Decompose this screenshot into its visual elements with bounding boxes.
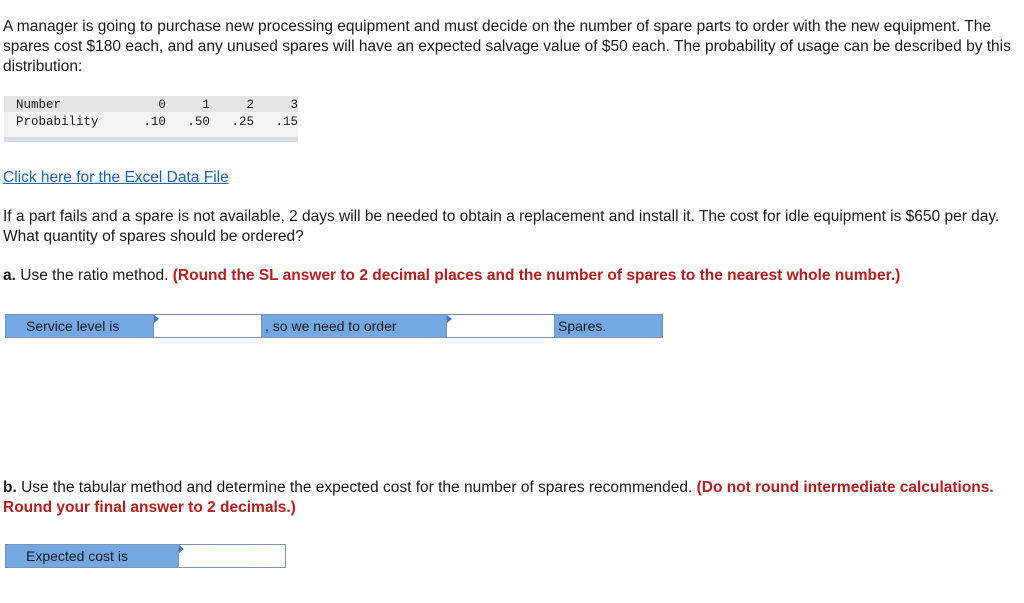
part-b-instruction: (Do not round intermediate calculations. Round your final answer to 2 decimals.) xyxy=(3,479,994,516)
part-a-question xyxy=(3,266,1015,286)
probability-cell: .25 xyxy=(231,115,254,129)
expected-cost-cell[interactable] xyxy=(178,545,285,567)
service-level-input[interactable] xyxy=(154,315,261,337)
number-cell: 0 xyxy=(158,98,166,112)
part-a-text: Use the ratio method. xyxy=(15,267,173,284)
part-a-answer-row xyxy=(5,314,663,338)
distribution-grid xyxy=(16,97,298,131)
spares-count-cell[interactable] xyxy=(446,315,555,337)
part-a-prefix: a. xyxy=(3,267,16,284)
distribution-table xyxy=(4,96,298,142)
order-label: , so we need to order xyxy=(262,315,446,337)
part-b-prefix: b. xyxy=(3,479,17,496)
number-cell: 3 xyxy=(290,98,298,112)
spares-count-input[interactable] xyxy=(447,315,554,337)
input-marker-icon xyxy=(154,315,159,323)
table-row-probability xyxy=(16,114,298,131)
input-marker-icon xyxy=(447,315,452,323)
number-cell: 2 xyxy=(246,98,254,112)
expected-cost-label: Expected cost is xyxy=(6,545,178,567)
spares-label: Spares. xyxy=(555,315,662,337)
part-b-question xyxy=(3,478,1015,518)
problem-details: If a part fails and a spare is not available, 2 days will be needed to obtain a replacement and install it. The cost for idle equipment is $650 per day. What quantity of spares should be ordered? xyxy=(3,208,1000,245)
part-b-answer-row xyxy=(5,544,286,568)
row-label-probability: Probability xyxy=(16,115,99,129)
input-marker-icon xyxy=(179,545,184,553)
table-row-number xyxy=(16,97,298,114)
expected-cost-input[interactable] xyxy=(179,545,285,567)
part-b-text: Use the tabular method and determine the expected cost for the number of spares recommended. xyxy=(16,479,697,496)
excel-data-file-link[interactable]: Click here for the Excel Data File xyxy=(3,169,229,186)
part-a-instruction: (Round the SL answer to 2 decimal places and the number of spares to the nearest whole number.) xyxy=(172,267,901,284)
probability-cell: .15 xyxy=(275,115,298,129)
service-level-cell[interactable] xyxy=(153,315,262,337)
probability-cell: .10 xyxy=(143,115,166,129)
service-level-label: Service level is xyxy=(6,315,153,337)
number-cell: 1 xyxy=(202,98,210,112)
row-label-number: Number xyxy=(16,98,62,112)
probability-cell: .50 xyxy=(187,115,210,129)
problem-intro: A manager is going to purchase new processing equipment and must decide on the number of spare parts to order with the new equipment. The spares cost $180 each, and any unused spares will have an expected salvage value of $50 each. The probability of usage can be described by this distribution: xyxy=(3,18,1011,75)
